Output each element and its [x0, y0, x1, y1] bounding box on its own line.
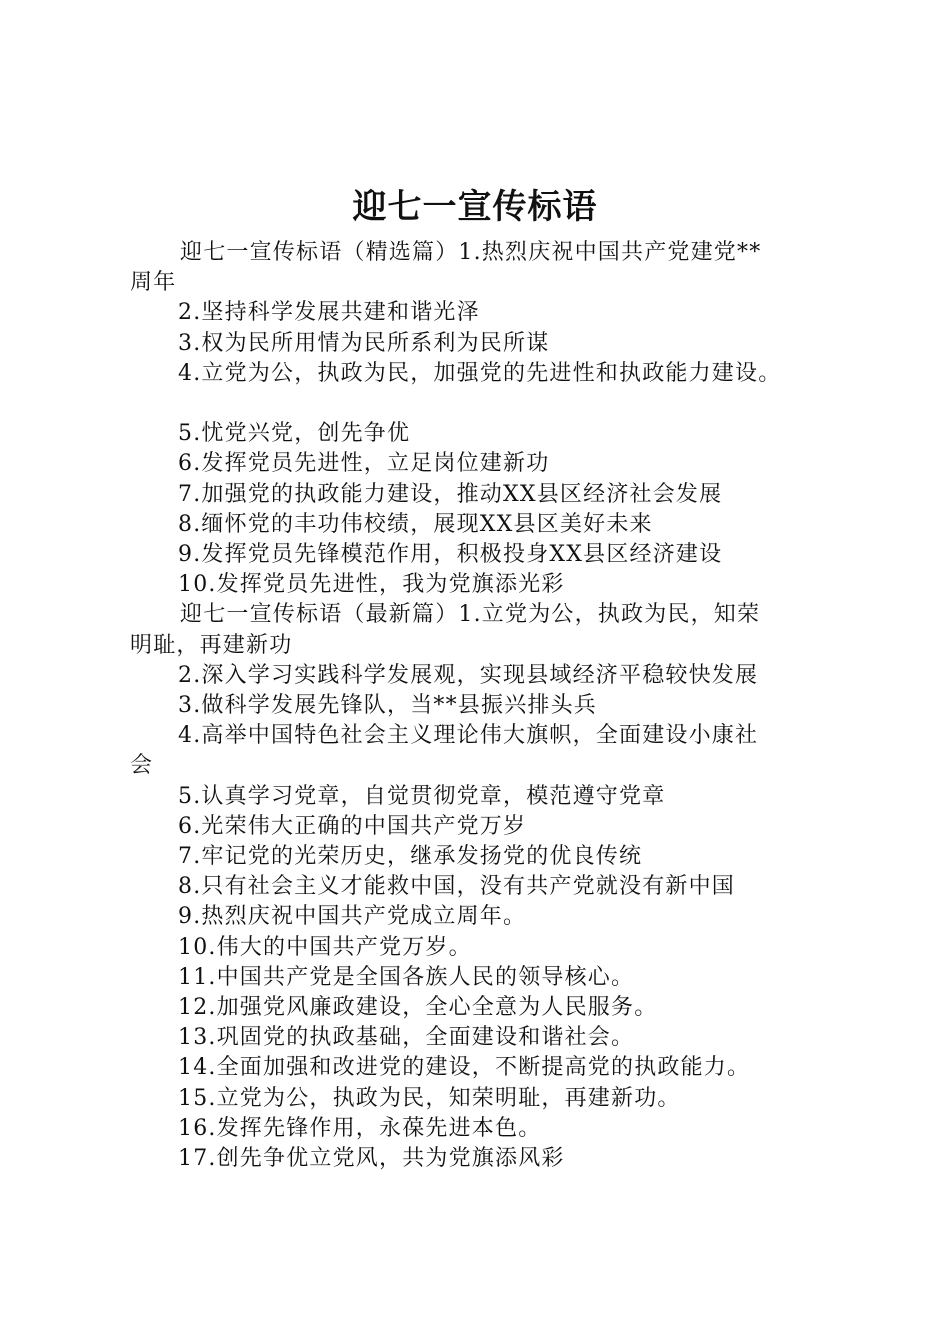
section1-intro-line2: 周年 — [130, 270, 177, 296]
list-item: 7.牢记党的光荣历史，继承发扬党的优良传统 — [178, 844, 643, 870]
list-item: 10.伟大的中国共产党万岁。 — [178, 934, 472, 960]
list-item: 3.做科学发展先锋队，当**县振兴排头兵 — [178, 693, 597, 719]
list-item: 12.加强党风廉政建设，全心全意为人民服务。 — [178, 995, 658, 1021]
list-item: 9.发挥党员先锋模范作用，积极投身XX县区经济建设 — [178, 542, 723, 568]
list-item: 5.忧党兴党，创先争优 — [178, 421, 411, 447]
section2-intro-line2: 明耻，再建新功 — [130, 632, 293, 658]
list-item: 4.高举中国特色社会主义理论伟大旗帜，全面建设小康社 — [178, 723, 759, 749]
list-item: 3.权为民所用情为民所系利为民所谋 — [178, 330, 550, 356]
list-item-wrap: 会 — [130, 753, 154, 779]
list-item: 8.只有社会主义才能救中国，没有共产党就没有新中国 — [178, 874, 735, 900]
list-item: 17.创先争优立党风，共为党旗添风彩 — [178, 1146, 565, 1172]
list-item: 6.光荣伟大正确的中国共产党万岁 — [178, 813, 527, 839]
list-item: 2.坚持科学发展共建和谐光泽 — [178, 300, 480, 326]
list-item: 13.巩固党的执政基础，全面建设和谐社会。 — [178, 1025, 635, 1051]
document-title: 迎七一宣传标语 — [352, 187, 598, 227]
document-body — [130, 238, 850, 1174]
list-item: 10.发挥党员先进性，我为党旗添光彩 — [178, 572, 565, 598]
list-item: 7.加强党的执政能力建设，推动XX县区经济社会发展 — [178, 481, 723, 507]
list-item: 5.认真学习党章，自觉贯彻党章，模范遵守党章 — [178, 783, 666, 809]
list-item: 2.深入学习实践科学发展观，实现县域经济平稳较快发展 — [178, 662, 759, 688]
list-item: 11.中国共产党是全国各族人民的领导核心。 — [178, 964, 635, 990]
list-item: 8.缅怀党的丰功伟校绩，展现XX县区美好未来 — [178, 511, 653, 537]
list-item: 6.发挥党员先进性，立足岗位建新功 — [178, 451, 550, 477]
section2-intro-line1: 迎七一宣传标语（最新篇）1.立党为公，执政为民，知荣 — [180, 602, 761, 628]
list-item: 9.热烈庆祝中国共产党成立周年。 — [178, 904, 527, 930]
list-item: 14.全面加强和改进党的建设，不断提高党的执政能力。 — [178, 1055, 751, 1081]
section1-intro-line1: 迎七一宣传标语（精选篇）1.热烈庆祝中国共产党建党** — [180, 240, 762, 265]
list-item: 15.立党为公，执政为民，知荣明耻，再建新功。 — [178, 1085, 681, 1111]
list-item: 4.立党为公，执政为民，加强党的先进性和执政能力建设。 — [178, 360, 782, 386]
list-item: 16.发挥先锋作用，永葆先进本色。 — [178, 1115, 542, 1141]
blank-line — [130, 389, 850, 419]
